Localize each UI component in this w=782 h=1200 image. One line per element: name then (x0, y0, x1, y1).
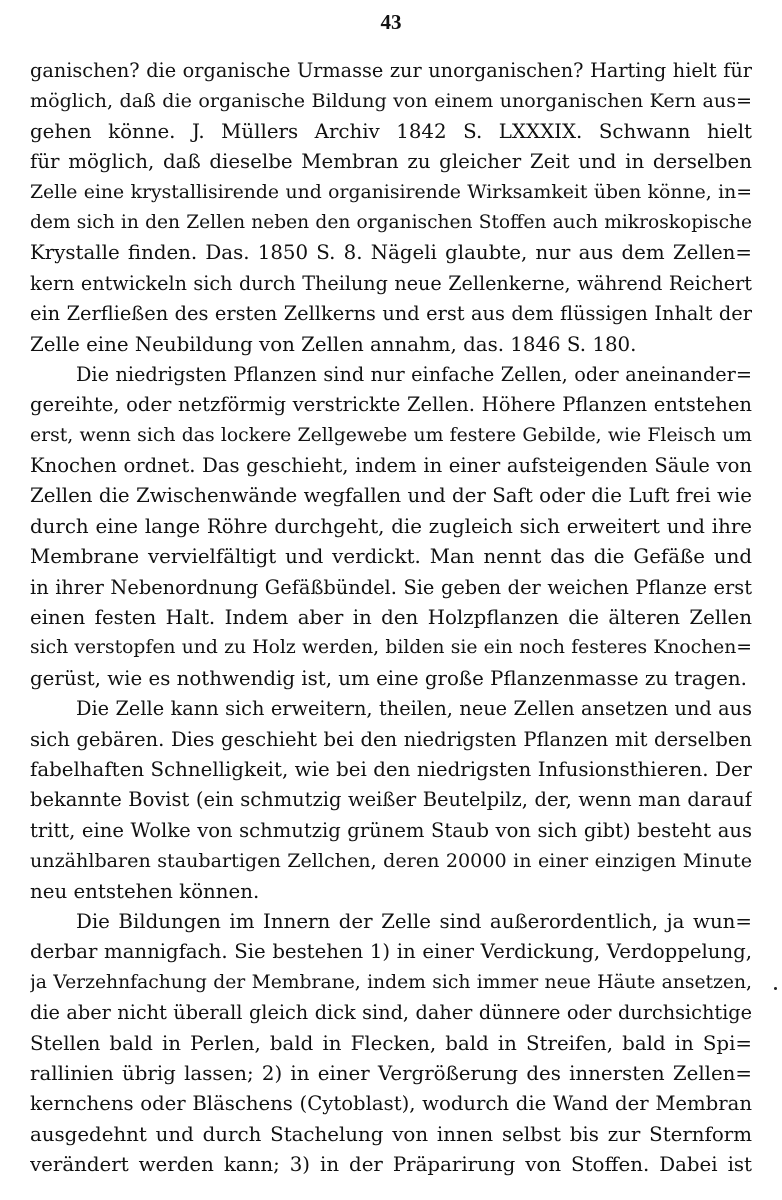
text-line: durch eine lange Röhre durchgeht, die zugleich sich erweitert und ihre (30, 514, 752, 538)
text-line: gerüst, wie es nothwendig ist, um eine große Pflanzenmasse zu tragen. (30, 666, 747, 690)
text-line: erst, wenn sich das lockere Zellgewebe um festere Gebilde, wie Fleisch um (30, 424, 752, 446)
text-line: ja Verzehnfachung der Membrane, indem sich immer neue Häute ansetzen, (30, 971, 752, 993)
body-text (30, 56, 752, 1180)
text-line: derbar mannigfach. Sie bestehen 1) in einer Verdickung, Verdoppelung, (30, 940, 752, 964)
text-line: Krystalle finden. Das. 1850 S. 8. Nägeli glaubte, nur aus dem Zellen= (30, 241, 752, 265)
text-line: gehen könne. J. Müllers Archiv 1842 S. LXXXIX. Schwann hielt (30, 119, 752, 143)
text-line: fabelhaften Schnelligkeit, wie bei den niedrigsten Infusionsthieren. Der (30, 757, 752, 781)
text-line: ausgedehnt und durch Stachelung von innen selbst bis zur Sternform (30, 1122, 752, 1146)
text-line: für möglich, daß dieselbe Membran zu gleicher Zeit und in derselben (30, 150, 752, 174)
text-line: in ihrer Nebenordnung Gefäßbündel. Sie geben der weichen Pflanze erst (30, 575, 752, 599)
text-line: rallinien übrig lassen; 2) in einer Vergrößerung des innersten Zellen= (30, 1061, 752, 1085)
text-line: sich verstopfen und zu Holz werden, bilden sie ein noch festeres Knochen= (30, 637, 752, 659)
text-line: kern entwickeln sich durch Theilung neue Zellenkerne, während Reichert (30, 271, 752, 295)
ink-speck (774, 987, 777, 990)
text-line: ganischen? die organische Urmasse zur unorganischen? Harting hielt für (30, 59, 752, 82)
text-line: Zelle eine krystallisirende und organisirende Wirksamkeit üben könne, in= (30, 181, 752, 203)
text-line: gereihte, oder netzförmig verstrickte Zellen. Höhere Pflanzen entstehen (30, 393, 752, 417)
text-line: Zelle eine Neubildung von Zellen annahm, das. 1846 S. 180. (30, 332, 637, 356)
text-line: Die niedrigsten Pflanzen sind nur einfache Zellen, oder aneinander= (76, 362, 752, 386)
text-line: Die Zelle kann sich erweitern, theilen, neue Zellen ansetzen und aus (76, 697, 752, 721)
text-line: die aber nicht überall gleich dick sind, daher dünnere oder durchsichtige (30, 1001, 752, 1025)
text-line: unzählbaren staubartigen Zellchen, deren 20000 in einer einzigen Minute (30, 849, 752, 873)
text-line: Zellen die Zwischenwände wegfallen und der Saft oder die Luft frei wie (30, 484, 752, 508)
text-line: verändert werden kann; 3) in der Präparirung von Stoffen. Dabei ist (30, 1153, 752, 1177)
text-line: Membrane vervielfältigt und verdickt. Man nennt das die Gefäße und (30, 545, 752, 569)
text-line: Knochen ordnet. Das geschieht, indem in einer aufsteigenden Säule von (30, 454, 752, 478)
page-number: 43 (380, 10, 402, 34)
text-line: sich gebären. Dies geschieht bei den niedrigsten Pflanzen mit derselben (30, 727, 752, 751)
text-line: ein Zerfließen des ersten Zellkerns und erst aus dem flüssigen Inhalt der (30, 302, 752, 326)
text-line: Stellen bald in Perlen, bald in Flecken, bald in Streifen, bald in Spi= (30, 1031, 752, 1055)
text-line: einen festen Halt. Indem aber in den Holzpflanzen die älteren Zellen (30, 606, 752, 630)
text-line: kernchens oder Bläschens (Cytoblast), wodurch die Wand der Membran (30, 1092, 752, 1116)
text-line: bekannte Bovist (ein schmutzig weißer Beutelpilz, der, wenn man darauf (30, 788, 752, 812)
text-line: dem sich in den Zellen neben den organischen Stoffen auch mikroskopische (30, 211, 752, 233)
text-line: tritt, eine Wolke von schmutzig grünem Staub von sich gibt) besteht aus (30, 818, 752, 842)
text-line: neu entstehen können. (30, 879, 260, 903)
text-line: Die Bildungen im Innern der Zelle sind außerordentlich, ja wun= (76, 909, 752, 933)
text-line: möglich, daß die organische Bildung von einem unorganischen Kern aus= (30, 89, 752, 113)
